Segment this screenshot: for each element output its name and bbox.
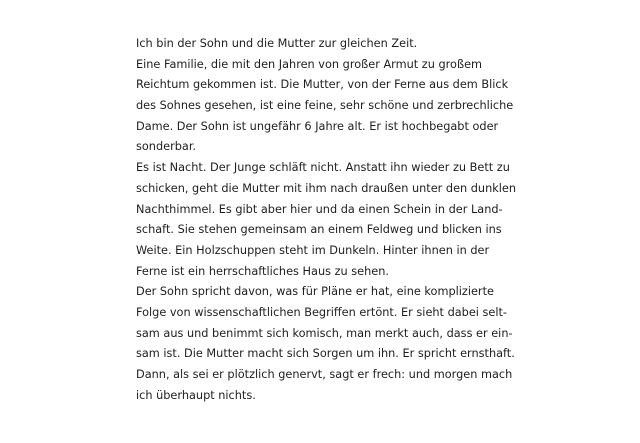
text-line: Ferne ist ein herrschaftliches Haus zu sehen. xyxy=(136,264,389,278)
text-line: Reichtum gekommen ist. Die Mutter, von der Ferne aus dem Blick xyxy=(136,78,509,92)
text-line: Folge von wissenschaftlichen Begriffen ertönt. Er sieht dabei selt- xyxy=(136,305,507,319)
text-line: sam aus und benimmt sich komisch, man merkt auch, dass er ein- xyxy=(136,326,513,340)
text-line: Der Sohn spricht davon, was für Pläne er hat, eine komplizierte xyxy=(136,285,494,299)
text-line: Es ist Nacht. Der Junge schläft nicht. Anstatt ihn wieder zu Bett zu xyxy=(136,161,510,175)
text-line: schaft. Sie stehen gemeinsam an einem Feldweg und blicken ins xyxy=(136,223,502,237)
text-line: Weite. Ein Holzschuppen steht im Dunkeln. Hinter ihnen in der xyxy=(136,243,490,257)
text-line: Ich bin der Sohn und die Mutter zur gleichen Zeit. xyxy=(136,37,418,50)
text-line: sonderbar. xyxy=(136,140,197,154)
text-line: sam ist. Die Mutter macht sich Sorgen um ihn. Er spricht ernsthaft. xyxy=(136,347,515,361)
text-line: des Sohnes gesehen, ist eine feine, sehr schöne und zerbrechliche xyxy=(136,99,514,113)
text-line: Dann, als sei er plötzlich genervt, sagt er frech: und morgen mach xyxy=(136,368,513,381)
body-text xyxy=(136,34,516,406)
text-line: schicken, geht die Mutter mit ihm nach draußen unter den dunklen xyxy=(136,181,517,195)
text-line: ich überhaupt nichts. xyxy=(136,388,256,402)
text-line: Nachthimmel. Es gibt aber hier und da einen Schein in der Land- xyxy=(136,202,503,216)
text-line: Dame. Der Sohn ist ungefähr 6 Jahre alt. Er ist hochbegabt oder xyxy=(136,119,499,133)
text-line: Eine Familie, die mit den Jahren von großer Armut zu großem xyxy=(136,57,483,71)
